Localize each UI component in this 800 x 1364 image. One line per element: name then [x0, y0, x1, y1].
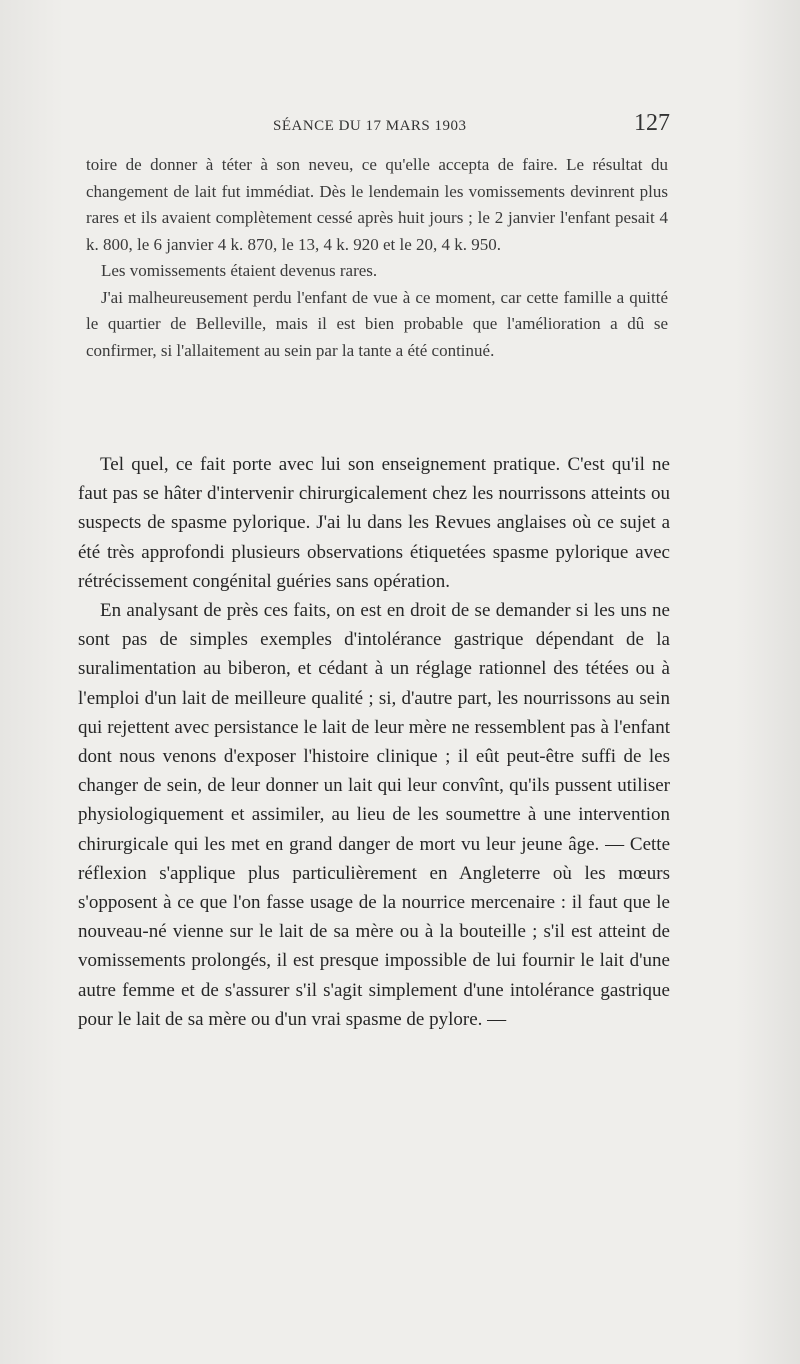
discussion-paragraph-2: En analysant de près ces faits, on est en droit de se demander si les uns ne sont pas de simples exemples d'intolérance gastrique dépendant de la suralimentation au biberon, et cédant à un réglage rationnel des tétées ou à l'emploi d'un lait de meilleure qualité ; si, d'autre part, les nourrissons au sein qui rejettent avec persistance le lait de leur mère ne ressemblent pas à l'enfant dont nous venons d'exposer l'histoire clinique ; il eût peut-être suffi de les changer de sein, de leur donner un lait qui leur convînt, qu'ils pussent utiliser physiologiquement et assimiler, au lieu de les soumettre à une intervention chirurgicale qui les met en grand danger de mort vu leur jeune âge. — Cette réflexion s'applique plus particulièrement en Angleterre où les mœurs s'opposent à ce que l'on fasse usage de la nourrice mercenaire : il faut que le nouveau-né vienne sur le lait de sa mère ou à la bouteille ; s'il est atteint de vomissements prolongés, il est presque impossible de lui fournir le lait d'une autre femme et de s'assurer s'il s'agit simplement d'une intolérance gastrique pour le lait de sa mère ou d'un vrai spasme de pylore. — — [78, 600, 670, 1030]
case-paragraph-1: toire de donner à téter à son neveu, ce qu'elle accepta de faire. Le résultat du changement de lait fut immédiat. Dès le lendemain les vomissements devinrent plus rares et ils avaient complètement cessé après huit jours ; le 2 janvier l'enfant pesait 4 k. 800, le 6 janvier 4 k. 870, le 13, 4 k. 920 et le 20, 4 k. 950. — [86, 155, 668, 254]
page-number: 127 — [634, 110, 670, 136]
page-header — [0, 110, 800, 140]
running-head: SÉANCE DU 17 MARS 1903 — [273, 118, 467, 134]
case-report-block — [86, 152, 668, 364]
discussion-paragraph-1: Tel quel, ce fait porte avec lui son enseignement pratique. C'est qu'il ne faut pas se hâter d'intervenir chirurgicalement chez les nourrissons atteints ou suspects de spasme pylorique. J'ai lu dans les Revues anglaises où ce sujet a été très approfondi plusieurs observations étiquetées spasme pylorique avec rétrécissement congénital guéries sans opération. — [78, 454, 670, 592]
case-paragraph-2: Les vomissements étaient devenus rares. — [101, 261, 378, 280]
case-paragraph-3: J'ai malheureusement perdu l'enfant de vue à ce moment, car cette famille a quitté le quartier de Belleville, mais il est bien probable que l'amélioration a dû se confirmer, si l'allaitement au sein par la tante a été continué. — [86, 287, 668, 360]
discussion-block — [78, 450, 670, 1034]
